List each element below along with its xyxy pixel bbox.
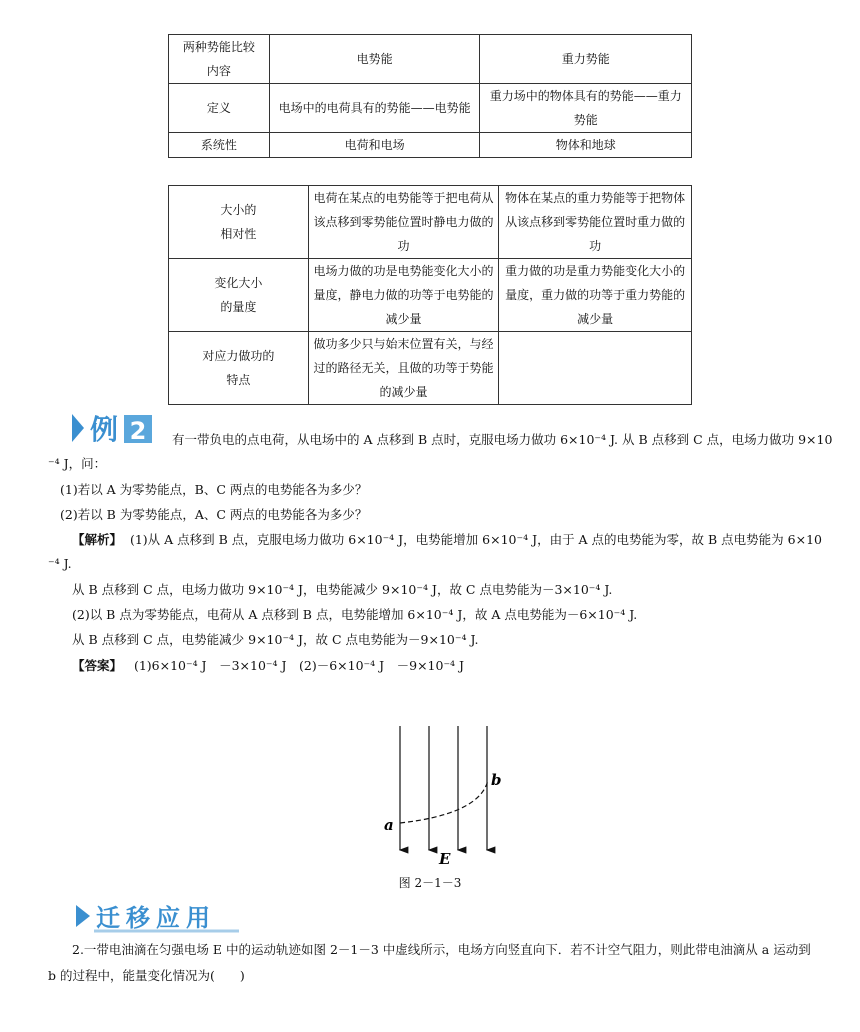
answer-line [0, 654, 860, 678]
answer-text: (1)6×10⁻⁴ J －3×10⁻⁴ J (2)－6×10⁻⁴ J －9×10⁻⁴ J [133, 658, 465, 673]
table-cell: 电荷在某点的电势能等于把电荷从该点移到零势能位置时静电力做的功 [308, 186, 499, 259]
table-cell: 物体和地球 [480, 133, 692, 158]
point-a-label: a [384, 816, 394, 834]
analysis-line-3: 从 B 点移到 C 点，电场力做功 9×10⁻⁴ J，电势能减少 9×10⁻⁴ J，故 C 点电势能为－3×10⁻⁴ J. [72, 582, 613, 597]
field-E-label: E [439, 850, 451, 868]
answer-label: 【答案】 [72, 658, 123, 673]
application-question-line-1: 2.一带电油滴在匀强电场 E 中的运动轨迹如图 2－1－3 中虚线所示，电场方向竖直向下．若不计空气阻力，则此带电油滴从 a 运动到 [72, 942, 811, 957]
table-cell: 大小的 相对性 [169, 186, 309, 259]
table-cell: 两种势能比较 内容 [169, 35, 270, 84]
table-cell: 重力势能 [480, 35, 692, 84]
analysis-line-4: (2)以 B 点为零势能点，电荷从 A 点移到 B 点，电势能增加 6×10⁻⁴ J，故 A 点电势能为－6×10⁻⁴ J. [72, 607, 638, 622]
analysis-text: (1)从 A 点移到 B 点，克服电场力做功 6×10⁻⁴ J，电势能增加 6×10⁻⁴ J，由于 A 点的电势能为零，故 B 点电势能为 6×10 [129, 532, 822, 547]
table-row [169, 186, 692, 259]
table-row [169, 259, 692, 332]
table-cell: 变化大小 的量度 [169, 259, 309, 332]
table-row [169, 332, 692, 405]
application-question-line-2: b 的过程中，能量变化情况为( ) [48, 968, 245, 983]
table-cell [499, 332, 692, 405]
point-b-label: b [491, 771, 502, 789]
example-subquestion-1: (1)若以 A 为零势能点，B、C 两点的电势能各为多少？ [60, 482, 368, 497]
table-cell: 物体在某点的重力势能等于把物体从该点移到零势能位置时重力做的功 [499, 186, 692, 259]
table-cell: 电场中的电荷具有的势能——电势能 [269, 84, 480, 133]
example-question-line-2: ⁻⁴ J，问： [48, 456, 107, 471]
table-cell: 做功多少只与始末位置有关，与经过的路径无关，且做的功等于势能的减少量 [308, 332, 499, 405]
table-cell: 重力做的功是重力势能变化大小的量度，重力做的功等于重力势能的减少量 [499, 259, 692, 332]
energy-comparison-table-1 [168, 34, 692, 158]
trajectory-path [400, 780, 488, 823]
table-cell: 电场力做的功是电势能变化大小的量度，静电力做的功等于电势能的减少量 [308, 259, 499, 332]
table-cell: 对应力做功的 特点 [169, 332, 309, 405]
energy-comparison-table-2 [168, 185, 692, 405]
table-cell: 重力场中的物体具有的势能——重力势能 [480, 84, 692, 133]
table-cell: 定义 [169, 84, 270, 133]
field-lines-diagram [370, 718, 510, 868]
example-subquestion-2: (2)若以 B 为零势能点，A、C 两点的电势能各为多少？ [60, 507, 368, 522]
application-banner-text: 迁移应用 [96, 904, 216, 932]
table-row [169, 84, 692, 133]
analysis-label: 【解析】 [72, 532, 123, 547]
table-cell: 系统性 [169, 133, 270, 158]
figure-caption: 图 2－1－3 [398, 876, 462, 890]
table-cell: 电荷和电场 [269, 133, 480, 158]
table-cell: 电势能 [269, 35, 480, 84]
analysis-line-1 [0, 528, 860, 552]
example-question-line-1: 有一带负电的点电荷，从电场中的 A 点移到 B 点时，克服电场力做功 6×10⁻⁴ J. 从 B 点移到 C 点，电场力做功 9×10 [172, 432, 833, 447]
example-badge-char: 例 [90, 413, 119, 446]
table-row [169, 35, 692, 84]
analysis-line-5: 从 B 点移到 C 点，电势能减少 9×10⁻⁴ J，故 C 点电势能为－9×10⁻⁴ J. [72, 632, 479, 647]
analysis-line-2: ⁻⁴ J. [48, 556, 72, 571]
application-banner-icon [74, 899, 244, 933]
table-row [169, 133, 692, 158]
example-badge-number: 2 [129, 417, 147, 445]
